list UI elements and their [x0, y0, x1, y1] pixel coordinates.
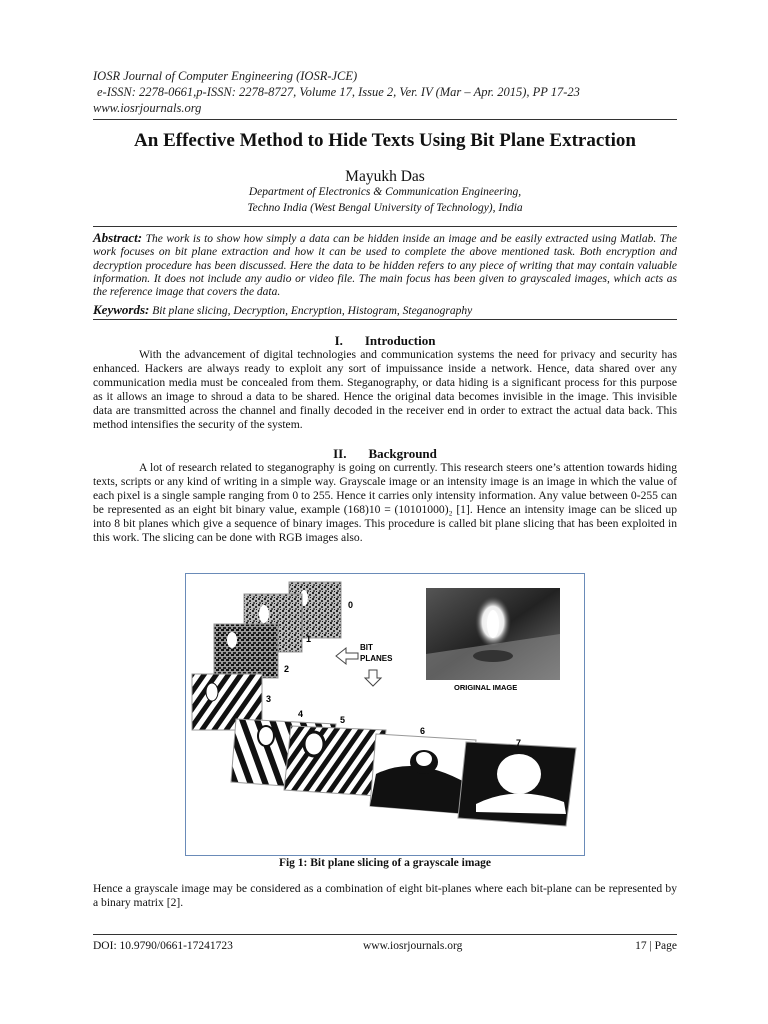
plane-label-5: 5 — [340, 715, 346, 725]
after-figure-paragraph: Hence a grayscale image may be considered as a combination of eight bit-planes where each bit-plane can be represented by a binary matrix [2]. — [93, 882, 677, 910]
plane-label-3: 3 — [266, 694, 272, 704]
abstract — [93, 231, 677, 299]
left-arrow-icon — [336, 648, 358, 664]
figure-bit-planes — [185, 573, 585, 856]
issn-line: e-ISSN: 2278-0661,p-ISSN: 2278-8727, Volume 17, Issue 2, Ver. IV (Mar – Apr. 2015), PP 17-23 — [97, 85, 580, 99]
paper-title: An Effective Method to Hide Texts Using Bit Plane Extraction — [134, 130, 636, 151]
journal-website: www.iosrjournals.org — [93, 101, 202, 115]
arrow-label-bit: BIT — [360, 643, 373, 652]
abstract-top-rule — [93, 226, 677, 227]
header-divider — [93, 119, 677, 120]
section-heading-background — [93, 446, 677, 462]
original-image — [426, 588, 560, 680]
section-heading-introduction — [93, 333, 677, 349]
introduction-paragraph: With the advancement of digital technologies and communication systems the need for privacy and security has enhanced. Hackers are always ready to exploit any sort of impuissance inside a network. Hence, data shared over any communication media must be concealed from them. Steganography, or data hiding is a significant process for this purpose as it allows an image to shroud a data to be shared. Hence the original data becomes invisible in the image. This invisible data are transmitted across the channel and finally decoded in the receiver end in order to extract the actual data back. This method intensifies the security of the system. — [93, 348, 677, 432]
keywords-label: Keywords: — [93, 302, 150, 317]
abstract-bottom-rule — [93, 319, 677, 320]
arrow-label-planes: PLANES — [360, 654, 393, 663]
plane-label-4: 4 — [298, 709, 304, 719]
footer-doi: DOI: 10.9790/0661-17241723 — [93, 940, 233, 952]
figure-caption: Fig 1: Bit plane slicing of a grayscale image — [278, 857, 492, 869]
figure-illustration — [186, 574, 584, 855]
affiliation-department: Department of Electronics & Communication Engineering, — [248, 186, 522, 198]
plane-label-7: 7 — [516, 738, 522, 748]
journal-name: IOSR Journal of Computer Engineering (IOSR-JCE) — [93, 69, 358, 83]
affiliation-institution: Techno India (West Bengal University of Technology), India — [247, 202, 523, 214]
bit-plane-2 — [214, 624, 278, 678]
keywords — [93, 302, 677, 318]
abstract-label: Abstract: — [93, 230, 143, 245]
footer-page-number: 17 | Page — [635, 940, 677, 952]
bit-plane-5 — [284, 726, 386, 796]
plane-label-6: 6 — [420, 726, 426, 736]
section-number: II. — [333, 446, 347, 461]
bit-plane-7 — [458, 742, 576, 826]
abstract-text: The work is to show how simply a data can be hidden inside an image and be easily extracted using Matlab. The work focuses on bit plane extraction and how it can be used to complete the above mentioned task. Both encryption and decryption procedure has been discussed. Here the data to be hidden refers to any piece of writing that may contain valuable information. It does not include any audio or video file. The main focus has been given to grayscaled images, which acts as the reference image that covers the data. — [93, 233, 677, 299]
down-arrow-icon — [365, 670, 381, 686]
footer-divider — [93, 934, 677, 935]
keywords-text: Bit plane slicing, Decryption, Encryption, Histogram, Steganography — [152, 305, 473, 317]
original-image-label: ORIGINAL IMAGE — [454, 683, 518, 692]
section-number: I. — [334, 333, 343, 348]
footer-website: www.iosrjournals.org — [363, 940, 463, 952]
plane-label-1: 1 — [306, 634, 312, 644]
plane-label-0: 0 — [348, 600, 354, 610]
section-title: Introduction — [364, 333, 436, 348]
author-name: Mayukh Das — [345, 168, 425, 185]
section-title: Background — [368, 446, 437, 461]
plane-label-2: 2 — [284, 664, 290, 674]
background-paragraph: A lot of research related to steganography is going on currently. This research steers one’s attention towards hiding texts, scripts or any kind of writing in a simple way. Grayscale image or an intensity image is an image in which the value of each pixel is a single sample ranging from 0 to 255. Hence it carries only intensity information. Any value between 0-255 can be represented as an eight bit binary value, example (168)10 = (10101000)₂ [1]. Hence an intensity image can be sliced up into 8 bit planes which give a sequence of binary images. This procedure is called bit plane slicing that has been exploited in this work. The slicing can be done with RGB images also. — [93, 461, 677, 545]
